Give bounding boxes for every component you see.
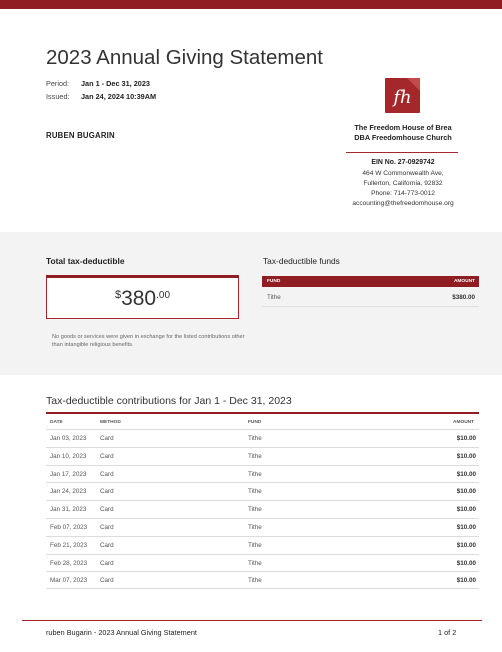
row-fund: Tithe xyxy=(248,577,262,584)
row-amount: $10.00 xyxy=(456,471,476,478)
church-logo xyxy=(385,78,420,113)
table-row xyxy=(46,518,479,536)
fund-amount: $380.00 xyxy=(452,294,475,301)
row-method: Card xyxy=(100,524,114,531)
row-fund: Tithe xyxy=(248,488,262,495)
row-date: Mar 07, 2023 xyxy=(50,577,88,584)
funds-label: Tax-deductible funds xyxy=(263,256,340,266)
table-row xyxy=(46,429,479,447)
row-date: Jan 03, 2023 xyxy=(50,435,87,442)
col-method-header: METHOD xyxy=(100,420,121,425)
row-method: Card xyxy=(100,542,114,549)
row-fund: Tithe xyxy=(248,506,262,513)
org-phone: Phone: 714-773-0012 xyxy=(371,190,435,197)
page-number: 1 of 2 xyxy=(438,628,457,637)
issued-label: Issued: xyxy=(46,92,70,101)
funds-table-row xyxy=(262,290,479,307)
col-fund-header: FUND xyxy=(248,420,262,425)
row-fund: Tithe xyxy=(248,435,262,442)
table-row xyxy=(46,554,479,572)
row-amount: $10.00 xyxy=(456,506,476,513)
row-amount: $10.00 xyxy=(456,560,476,567)
col-date-header: DATE xyxy=(50,420,63,425)
row-amount: $10.00 xyxy=(456,577,476,584)
row-method: Card xyxy=(100,560,114,567)
row-fund: Tithe xyxy=(248,542,262,549)
total-cents: .00 xyxy=(156,290,171,301)
contributions-title: Tax-deductible contributions for Jan 1 - Dec 31, 2023 xyxy=(46,395,292,407)
period-value: Jan 1 - Dec 31, 2023 xyxy=(81,79,150,88)
org-divider xyxy=(346,152,458,153)
total-whole: 380 xyxy=(121,287,157,310)
row-date: Feb 07, 2023 xyxy=(50,524,88,531)
funds-col-amount: AMOUNT xyxy=(453,279,475,284)
logo-text: fh xyxy=(393,87,412,108)
row-amount: $10.00 xyxy=(456,524,476,531)
contributions-header-rule xyxy=(46,412,479,414)
row-fund: Tithe xyxy=(248,453,262,460)
row-method: Card xyxy=(100,506,114,513)
org-address-line1: 464 W Commonwealth Ave, xyxy=(362,170,444,177)
table-row xyxy=(46,447,479,465)
org-email: accounting@thefreedomhouse.org xyxy=(352,200,454,207)
funds-table-header xyxy=(262,276,479,287)
table-row xyxy=(46,536,479,554)
row-method: Card xyxy=(100,488,114,495)
org-address-line2: Fullerton, California, 92832 xyxy=(363,180,443,187)
row-amount: $10.00 xyxy=(456,453,476,460)
row-amount: $10.00 xyxy=(456,488,476,495)
row-fund: Tithe xyxy=(248,560,262,567)
donor-name: RUBEN BUGARIN xyxy=(46,131,115,140)
row-date: Jan 24, 2023 xyxy=(50,488,87,495)
row-date: Feb 21, 2023 xyxy=(50,542,88,549)
row-method: Card xyxy=(100,453,114,460)
table-row xyxy=(46,465,479,483)
row-fund: Tithe xyxy=(248,471,262,478)
row-date: Feb 28, 2023 xyxy=(50,560,88,567)
org-name-line2: DBA Freedomhouse Church xyxy=(354,133,452,142)
fund-name: Tithe xyxy=(267,294,281,301)
total-amount xyxy=(47,287,238,311)
currency-symbol: $ xyxy=(114,289,122,301)
period-label: Period: xyxy=(46,79,70,88)
org-ein: EIN No. 27-0929742 xyxy=(371,159,435,166)
footer-document-name: ruben Bugarin - 2023 Annual Giving Statement xyxy=(46,628,197,637)
issued-value: Jan 24, 2024 10:39AM xyxy=(81,92,157,101)
top-accent-bar xyxy=(0,0,502,9)
row-method: Card xyxy=(100,577,114,584)
funds-col-fund: FUND xyxy=(267,279,281,284)
total-label: Total tax-deductible xyxy=(46,256,125,266)
row-method: Card xyxy=(100,471,114,478)
total-box xyxy=(46,275,239,319)
table-row xyxy=(46,500,479,518)
page-title: 2023 Annual Giving Statement xyxy=(46,46,323,69)
disclaimer-note: No goods or services were given in exchange for the listed contributions other than intangible religious benefits. xyxy=(52,334,245,348)
row-method: Card xyxy=(100,435,114,442)
col-amount-header: AMOUNT xyxy=(453,420,475,425)
footer-divider xyxy=(22,620,482,621)
table-row xyxy=(46,571,479,589)
row-date: Jan 31, 2023 xyxy=(50,506,87,513)
org-name-line1: The Freedom House of Brea xyxy=(354,123,452,132)
row-amount: $10.00 xyxy=(456,435,476,442)
row-date: Jan 10, 2023 xyxy=(50,453,87,460)
table-row xyxy=(46,482,479,500)
row-amount: $10.00 xyxy=(456,542,476,549)
row-fund: Tithe xyxy=(248,524,262,531)
row-date: Jan 17, 2023 xyxy=(50,471,87,478)
